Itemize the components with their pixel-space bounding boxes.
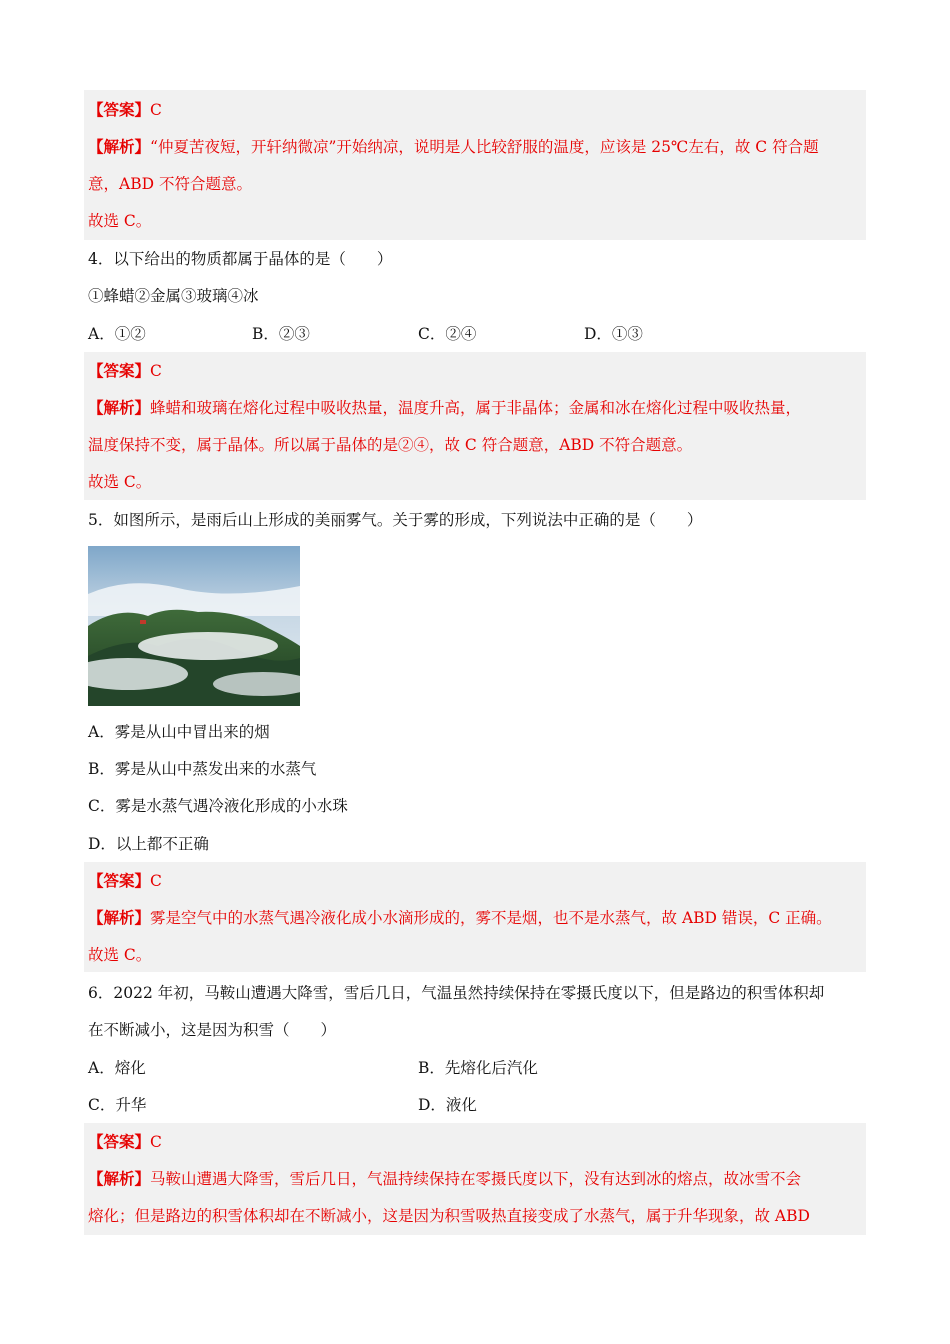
analysis-line — [88, 908, 832, 928]
analysis-text: 蜂蜡和玻璃在熔化过程中吸收热量，温度升高，属于非晶体；金属和冰在熔化过程中吸收热量， — [150, 399, 802, 417]
analysis-text: “仲夏苦夜短，开轩纳微凉”开始纳凉，说明是人比较舒服的温度，应该是 25℃左右，故 C 符合题 — [150, 138, 819, 156]
answer-block-q4 — [84, 352, 866, 500]
analysis-tag: 【解析】 — [88, 908, 151, 927]
answer-value: C — [150, 872, 162, 890]
answer-tag: 【答案】 — [88, 100, 151, 119]
answer-block-q5 — [84, 862, 866, 972]
analysis-text: 雾是空气中的水蒸气遇冷液化成小水滴形成的，雾不是烟，也不是水蒸气，故 ABD 错误，C 正确。 — [150, 909, 832, 927]
analysis-line — [88, 1169, 801, 1189]
conclusion: 故选 C。 — [88, 212, 152, 230]
answer-tag: 【答案】 — [88, 1132, 151, 1151]
q6-option-a: A．熔化 — [88, 1059, 146, 1077]
q6-option-b: B．先熔化后汽化 — [418, 1059, 538, 1077]
answer-line — [88, 871, 162, 891]
q4-option-a: A．①② — [88, 325, 146, 343]
conclusion: 故选 C。 — [88, 473, 152, 491]
question-5-stem: 5．如图所示，是雨后山上形成的美丽雾气。关于雾的形成，下列说法中正确的是（ ） — [88, 511, 703, 529]
answer-line — [88, 100, 162, 120]
analysis-tag: 【解析】 — [88, 137, 151, 156]
answer-block-q3 — [84, 90, 866, 240]
question-6-stem-cont: 在不断减小，这是因为积雪（ ） — [88, 1021, 337, 1039]
answer-value: C — [150, 101, 162, 119]
question-6-stem: 6．2022 年初，马鞍山遭遇大降雪，雪后几日，气温虽然持续保持在零摄氏度以下，但是路边的积雪体积却 — [88, 984, 825, 1002]
q5-option-b: B．雾是从山中蒸发出来的水蒸气 — [88, 760, 317, 778]
q4-option-c: C．②④ — [418, 325, 477, 343]
analysis-tag: 【解析】 — [88, 398, 151, 417]
q4-option-d: D．①③ — [584, 325, 643, 343]
analysis-text-cont: 意，ABD 不符合题意。 — [88, 175, 252, 193]
analysis-line — [88, 137, 819, 157]
q4-option-b: B．②③ — [252, 325, 310, 343]
q5-option-a: A．雾是从山中冒出来的烟 — [88, 723, 270, 741]
answer-tag: 【答案】 — [88, 871, 151, 890]
analysis-text-cont: 熔化；但是路边的积雪体积却在不断减小，这是因为积雪吸热直接变成了水蒸气，属于升华现象，故 ABD — [88, 1207, 810, 1225]
answer-tag: 【答案】 — [88, 361, 151, 380]
fog-mountain-photo — [88, 546, 300, 706]
answer-line — [88, 361, 162, 381]
analysis-line — [88, 398, 801, 418]
q5-option-c: C．雾是水蒸气遇冷液化形成的小水珠 — [88, 797, 348, 815]
question-4-stem: 4．以下给出的物质都属于晶体的是（ ） — [88, 250, 393, 268]
answer-line — [88, 1132, 162, 1152]
q5-option-d: D．以上都不正确 — [88, 835, 209, 853]
analysis-text-cont: 温度保持不变，属于晶体。所以属于晶体的是②④，故 C 符合题意，ABD 不符合题意。 — [88, 436, 693, 454]
conclusion: 故选 C。 — [88, 946, 152, 964]
analysis-text: 马鞍山遭遇大降雪，雪后几日，气温持续保持在零摄氏度以下，没有达到冰的熔点，故冰雪不会 — [150, 1170, 802, 1188]
answer-value: C — [150, 362, 162, 380]
answer-value: C — [150, 1133, 162, 1151]
q6-option-d: D．液化 — [418, 1096, 477, 1114]
answer-block-q6 — [84, 1123, 866, 1235]
question-4-items: ①蜂蜡②金属③玻璃④冰 — [88, 287, 259, 305]
q6-option-c: C．升华 — [88, 1096, 147, 1114]
analysis-tag: 【解析】 — [88, 1169, 151, 1188]
